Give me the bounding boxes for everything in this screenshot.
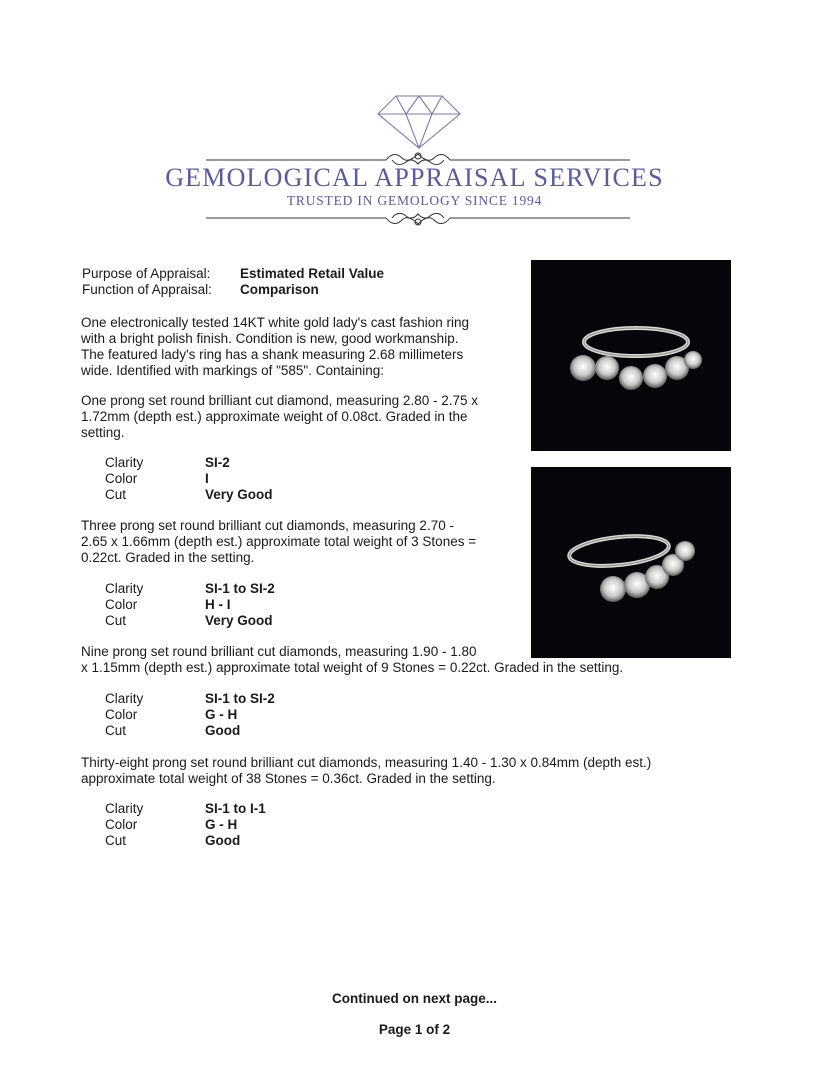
diamond-logo-icon [376,94,462,150]
cut-value: Very Good [205,613,273,628]
brand-name: GEMOLOGICAL APPRAISAL SERVICES [165,163,664,192]
clarity-label: Clarity [105,455,144,470]
cut-value: Good [205,833,241,848]
color-value: G - H [205,707,238,722]
color-value: I [205,471,209,486]
section-3-line-1: Nine prong set round brilliant cut diamonds, measuring 1.90 - 1.80 [81,644,477,659]
section-4-grades [105,801,266,849]
color-label: Color [105,817,138,832]
section-1-grades [105,455,273,503]
color-value: H - I [205,597,231,612]
section-1-text: One prong set round brilliant cut diamond, measuring 2.80 - 2.75 x 1.72mm (depth est.) approximate weight of 0.08ct. Graded in the setting. [81,393,478,440]
purpose-value: Estimated Retail Value [240,266,385,281]
ring-image [531,260,731,451]
clarity-label: Clarity [105,581,144,596]
cut-label: Cut [105,833,127,848]
ring-photo-bottom [531,467,731,658]
header-ornament-bottom [206,204,630,232]
function-row [82,282,384,298]
clarity-value: SI-1 to I-1 [205,801,266,816]
appraisal-meta [82,266,384,298]
cut-label: Cut [105,613,127,628]
section-3-line-2: x 1.15mm (depth est.) approximate total weight of 9 Stones = 0.22ct. Graded in the setting. [81,660,624,675]
purpose-row [82,266,384,282]
clarity-value: SI-2 [205,455,230,470]
cut-label: Cut [105,723,127,738]
clarity-value: SI-1 to SI-2 [205,691,275,706]
clarity-label: Clarity [105,801,144,816]
continued-note: Continued on next page... [332,991,497,1006]
color-label: Color [105,471,138,486]
page-number: Page 1 of 2 [378,1022,451,1037]
purpose-label: Purpose of Appraisal: [82,266,211,281]
ring-image [531,467,731,658]
color-value: G - H [205,817,238,832]
cut-label: Cut [105,487,127,502]
section-3-grades [105,691,275,739]
clarity-value: SI-1 to SI-2 [205,581,275,596]
cut-value: Very Good [205,487,273,502]
ring-photo-top [531,260,731,451]
clarity-label: Clarity [105,691,144,706]
section-2-text: Three prong set round brilliant cut diamonds, measuring 2.70 - 2.65 x 1.66mm (depth est.) approximate total weight of 3 Stones = 0.22ct. Graded in the setting. [81,518,477,565]
function-value: Comparison [240,282,319,297]
brand-tagline: TRUSTED IN GEMOLOGY SINCE 1994 [286,193,543,208]
intro-paragraph: One electronically tested 14KT white gold lady's cast fashion ring with a bright polish finish. Condition is new, good workmanship. The featured lady's ring has a shank measuring 2.68 millimeters wide. Identified with markings of "585". Containing: [81,315,470,378]
color-label: Color [105,597,138,612]
section-4-text: Thirty-eight prong set round brilliant cut diamonds, measuring 1.40 - 1.30 x 0.84mm (depth est.) approximate total weight of 38 Stones = 0.36ct. Graded in the setting. [81,755,652,786]
section-2-grades [105,581,275,629]
cut-value: Good [205,723,241,738]
function-label: Function of Appraisal: [82,282,212,297]
color-label: Color [105,707,138,722]
